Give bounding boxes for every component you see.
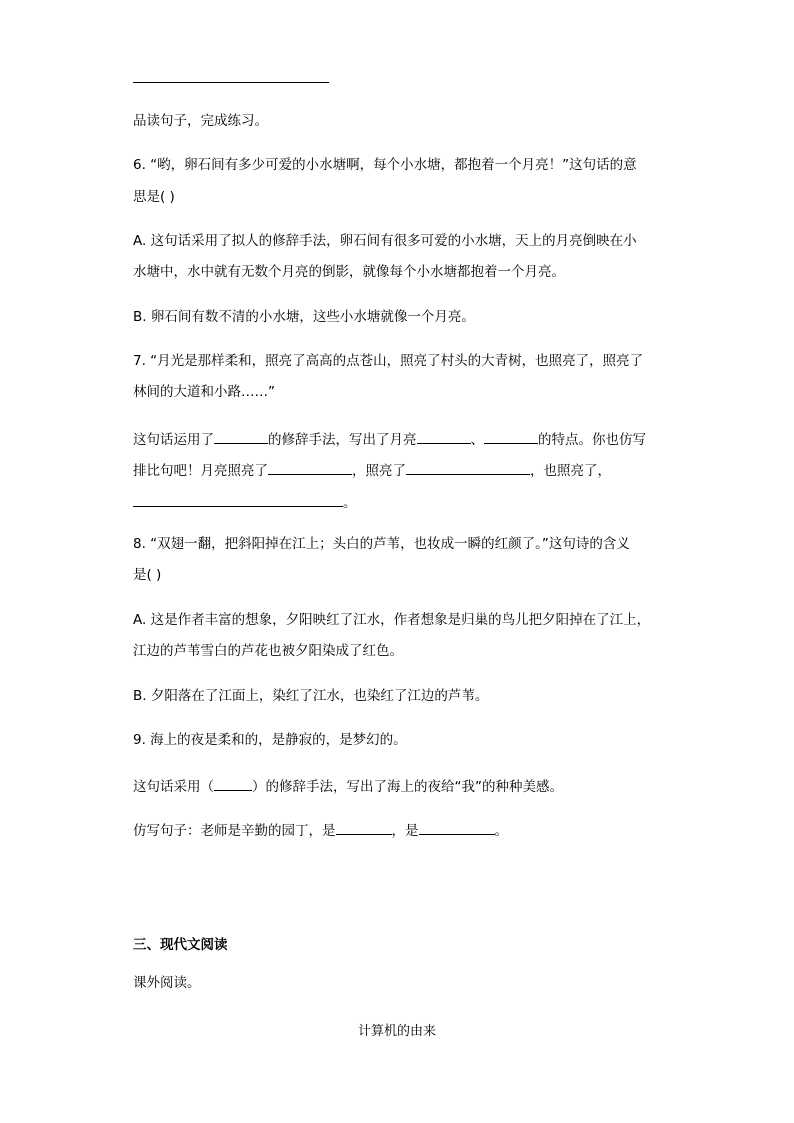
q9-fill-line1: 这句话采用（ ）的修辞手法，写出了海上的夜给“我”的种种美感。 — [133, 776, 563, 795]
instruction-text: 品读句子，完成练习。 — [133, 113, 268, 129]
section-subheading: 课外阅读。 — [133, 975, 201, 991]
q9-stem: 9. 海上的夜是柔和的，是静寂的，是梦幻的。 — [133, 732, 407, 748]
top-answer-line — [133, 82, 329, 83]
q6-stem-line2: 思是( ) — [133, 189, 175, 205]
q7-stem-line1: 7. “月光是那样柔和，照亮了高高的点苍山，照亮了村头的大青树，也照亮了，照亮了 — [133, 353, 644, 369]
q7-blank-1[interactable] — [214, 429, 268, 444]
q9-blank-3[interactable] — [419, 820, 495, 835]
q8-stem-line1: 8. “双翅一翻，把斜阳掉在江上；头白的芦苇，也妆成一瞬的红颜了。”这句诗的含义 — [133, 536, 630, 552]
q7-fill-line2: 排比句吧！月亮照亮了 ，照亮了 ，也照亮了， — [133, 460, 611, 479]
q9-blank-2[interactable] — [336, 820, 392, 835]
q7-blank-6[interactable] — [133, 492, 343, 507]
q7-blank-4[interactable] — [268, 460, 352, 475]
article-title: 计算机的由来 — [357, 1024, 436, 1039]
section-heading: 三、现代文阅读 — [133, 937, 228, 953]
q9-blank-1[interactable] — [214, 776, 252, 791]
q7-fill-line3: 。 — [133, 492, 357, 511]
q7-blank-5[interactable] — [406, 460, 530, 475]
q7-stem-line2: 林间的大道和小路……” — [133, 384, 275, 400]
q8-option-a-line1: A. 这是作者丰富的想象，夕阳映红了江水，作者想象是归巢的鸟儿把夕阳掉在了江上， — [133, 612, 651, 628]
q6-option-a-line2: 水塘中，水中就有无数个月亮的倒影，就像每个小水塘都抱着一个月亮。 — [133, 264, 565, 280]
q7-blank-3[interactable] — [484, 429, 538, 444]
q6-option-b: B. 卵石间有数不清的小水塘，这些小水塘就像一个月亮。 — [133, 309, 475, 325]
q8-stem-line2: 是( ) — [133, 567, 162, 583]
q6-stem-line1: 6. “哟，卵石间有多少可爱的小水塘啊，每个小水塘，都抱着一个月亮！”这句话的意 — [133, 157, 637, 173]
q8-option-a-line2: 江边的芦苇雪白的芦花也被夕阳染成了红色。 — [133, 643, 403, 659]
q9-fill-line2: 仿写句子：老师是辛勤的园丁，是 ，是 。 — [133, 820, 508, 839]
q8-option-b: B. 夕阳落在了江面上，染红了江水，也染红了江边的芦苇。 — [133, 688, 489, 704]
q7-fill-line1: 这句话运用了 的修辞手法，写出了月亮 、 的特点。你也仿写 — [133, 429, 646, 448]
q6-option-a-line1: A. 这句话采用了拟人的修辞手法，卵石间有很多可爱的小水塘，天上的月亮倒映在小 — [133, 233, 637, 249]
q7-blank-2[interactable] — [417, 429, 471, 444]
